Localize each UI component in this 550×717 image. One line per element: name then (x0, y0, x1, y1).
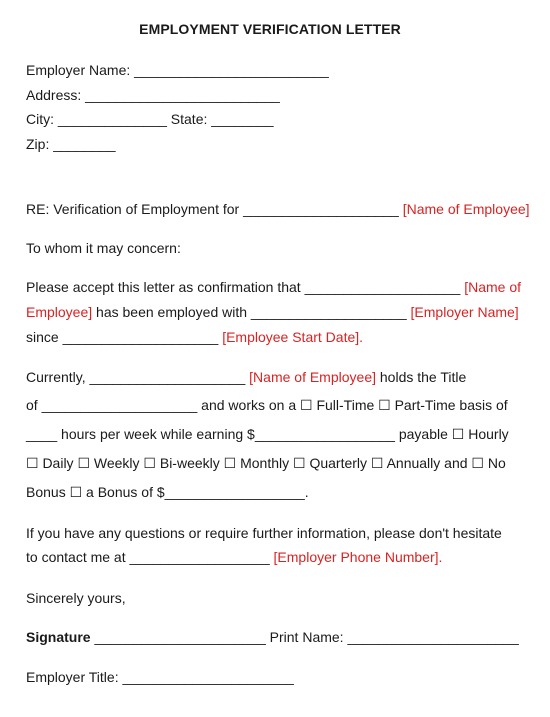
signature-blank: ______________________ (94, 629, 266, 645)
para2-line4: ☐ Daily ☐ Weekly ☐ Bi-weekly ☐ Monthly ☐ Quarterly ☐ Annually and ☐ No (26, 455, 506, 471)
city-state-line: City: ______________ State: ________ (26, 111, 274, 127)
signature-label: Signature (26, 629, 91, 645)
document-title: EMPLOYMENT VERIFICATION LETTER (139, 21, 401, 37)
print-name-label: Print Name: ______________________ (269, 629, 519, 645)
para2-line5: Bonus ☐ a Bonus of $__________________. (26, 484, 309, 500)
employer-name-line: Employer Name: _________________________ (26, 62, 329, 78)
para2-line1-text: Currently, ____________________ (26, 369, 246, 385)
para2-line1-placeholder: [Name of Employee] (249, 369, 376, 385)
re-line (26, 200, 530, 218)
para1-line2-placeholder: Employee] (26, 304, 93, 320)
para2-line2: of ____________________ and works on a ☐ Full-Time ☐ Part-Time basis of (26, 397, 508, 413)
para3-line2 (26, 548, 442, 566)
para2-line1-tail: holds the Title (379, 369, 467, 385)
para1-line3 (26, 328, 363, 346)
signature-line (26, 628, 519, 646)
para2-line1 (26, 368, 466, 386)
para1-line3-placeholder: [Employee Start Date]. (222, 329, 364, 345)
para1-line1-text: Please accept this letter as confirmation that ____________________ (26, 279, 461, 295)
para3-line2-placeholder: [Employer Phone Number]. (273, 549, 443, 565)
para2-line3: ____ hours per week while earning $__________________ payable ☐ Hourly (26, 426, 509, 442)
closing: Sincerely yours, (26, 590, 126, 606)
para3-line1: If you have any questions or require further information, please don't hesitate (26, 525, 502, 541)
employer-title-line: Employer Title: ______________________ (26, 669, 294, 685)
para1-line2-placeholder-b: [Employer Name] (410, 304, 519, 320)
re-placeholder: [Name of Employee] (402, 201, 530, 217)
para1-line1 (26, 278, 521, 296)
para1-line2 (26, 303, 519, 321)
para3-line2-text: to contact me at __________________ (26, 549, 270, 565)
salutation: To whom it may concern: (26, 240, 181, 256)
para1-line2-text: has been employed with ____________________ (96, 304, 407, 320)
address-line: Address: _________________________ (26, 87, 280, 103)
para1-line3-text: since ____________________ (26, 329, 219, 345)
re-text: RE: Verification of Employment for ____________________ (26, 201, 399, 217)
para1-line1-placeholder: [Name of (464, 279, 522, 295)
zip-line: Zip: ________ (26, 136, 116, 152)
